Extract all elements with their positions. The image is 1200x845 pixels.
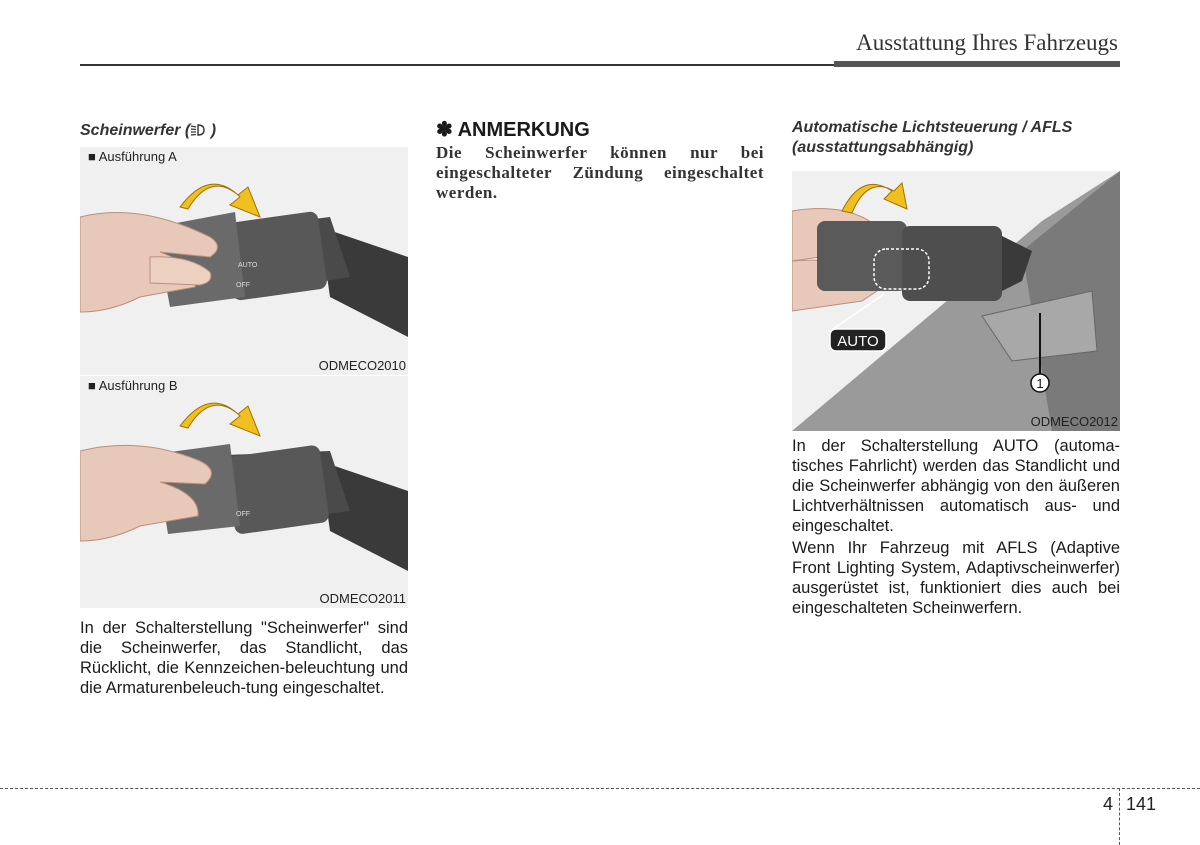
footer-dashed-rule — [0, 788, 1200, 789]
footer-vertical-divider — [1119, 788, 1120, 845]
auto-light-illustration — [792, 171, 1120, 431]
figure-variant-a — [80, 147, 408, 375]
figure-a-label: ■ Ausführung A — [88, 149, 177, 164]
figure-a-code: ODMECO2010 — [318, 358, 406, 373]
switch-label-off-b: OFF — [236, 511, 250, 518]
note-star-icon: ✽ — [436, 119, 453, 141]
left-section-title-close: ) — [206, 122, 217, 139]
running-header-title: Ausstattung Ihres Fahrzeugs — [856, 30, 1118, 55]
low-beam-headlight-icon — [190, 123, 206, 137]
switch-label-off-a: OFF — [236, 282, 250, 289]
note-text: Die Scheinwerfer können nur bei eingeschalteter Zündung eingeschaltet werden. — [436, 143, 764, 202]
note-heading — [436, 117, 590, 142]
sensor-callout-number: 1 — [1036, 376, 1044, 391]
right-paragraph-1: In der Schalterstellung AUTO (automa-tisches Fahrlicht) werden das Standlicht und die Scheinwerfer abhängig von den äußeren Lichtverhältnissen automatisch aus- und eingeschaltet. — [792, 437, 1120, 535]
note-title: ANMERKUNG — [457, 119, 590, 141]
stalk-illustration-a — [80, 147, 408, 375]
stalk-illustration-b — [80, 376, 408, 608]
right-section-title: Automatische Lichtsteuerung / AFLS (ausstattungsabhängig) — [792, 119, 1073, 156]
left-section-title-text: Scheinwerfer ( — [80, 122, 191, 139]
page-number: 141 — [1126, 794, 1157, 814]
switch-label-auto-a: AUTO — [238, 262, 258, 269]
figure-b-label: ■ Ausführung B — [88, 378, 178, 393]
left-paragraph: In der Schalterstellung "Scheinwerfer" sind die Scheinwerfer, das Standlicht, das Rücklicht, die Kennzeichen-beleuchtung und die Armaturenbeleuch-tung eingeschaltet. — [80, 619, 408, 697]
chapter-number: 4 — [1103, 794, 1114, 814]
right-paragraph-2: Wenn Ihr Fahrzeug mit AFLS (Adaptive Front Lighting System, Adaptivscheinwerfer) ausgerüstet ist, funktioniert dies auch bei eingeschalteten Scheinwerfern. — [792, 539, 1120, 617]
figure-variant-b — [80, 376, 408, 608]
figure-b-code: ODMECO2011 — [319, 591, 406, 606]
header-accent-bar — [834, 61, 1120, 67]
figure-auto-light — [792, 171, 1120, 431]
figure-auto-code: ODMECO2012 — [1030, 414, 1118, 429]
left-section-title — [80, 122, 216, 140]
auto-badge: AUTO — [837, 333, 879, 350]
